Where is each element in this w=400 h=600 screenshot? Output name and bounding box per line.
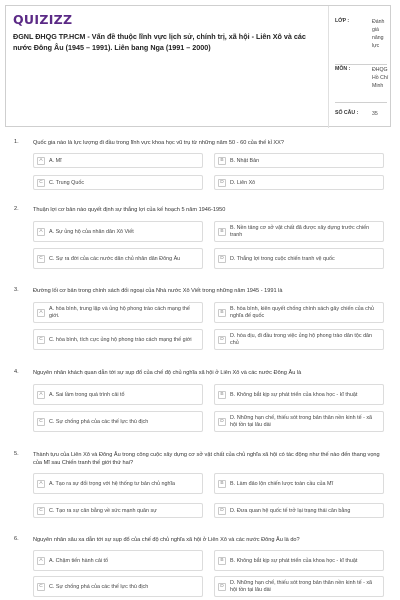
- option-letter: B: [218, 309, 226, 317]
- option-a[interactable]: [33, 153, 203, 168]
- worksheet-title: ĐGNL ĐHQG TP.HCM - Vấn đề thuộc lĩnh vực lịch sử, chính trị, xã hội - Liên Xô và các nước Đông Âu (1945 – 1991). Liên bang Nga (1991 – 2000): [13, 32, 306, 52]
- option-d[interactable]: [214, 503, 384, 518]
- question-number: 2.: [14, 206, 19, 212]
- question-number: 6.: [14, 536, 19, 542]
- option-letter: A: [37, 157, 45, 165]
- option-letter: A: [37, 309, 45, 317]
- option-b[interactable]: [214, 550, 384, 571]
- option-letter: A: [37, 480, 45, 488]
- option-text: A. Sự ủng hộ của nhân dân Xô Viết: [49, 228, 134, 235]
- option-c[interactable]: [33, 576, 203, 597]
- option-text: D. Thắng lợi trong cuộc chiến tranh vệ quốc: [230, 255, 335, 262]
- question-number: 1.: [14, 139, 19, 145]
- option-b[interactable]: [214, 473, 384, 494]
- option-text: B. Không bắt kịp sự phát triển của khoa học - kĩ thuật: [230, 557, 358, 564]
- option-text: B. Làm đảo lộn chiến lược toàn cầu của Mĩ: [230, 480, 334, 487]
- option-letter: C: [37, 507, 45, 515]
- option-text: C. Trung Quốc: [49, 179, 85, 186]
- option-letter: B: [218, 228, 226, 236]
- option-text: B. Nhật Bản: [230, 157, 260, 164]
- subject-underline: [335, 102, 387, 103]
- option-text: A. Mĩ: [49, 157, 62, 164]
- option-d[interactable]: [214, 411, 384, 432]
- question-number: 5.: [14, 451, 19, 457]
- option-c[interactable]: [33, 175, 203, 190]
- option-b[interactable]: [214, 221, 384, 242]
- question-count-value: 35: [372, 111, 378, 117]
- option-letter: A: [37, 557, 45, 565]
- option-text: A. Sai lầm trong quá trình cải tổ: [49, 391, 125, 398]
- option-letter: B: [218, 391, 226, 399]
- option-letter: D: [218, 255, 226, 263]
- option-b[interactable]: [214, 384, 384, 405]
- option-c[interactable]: [33, 329, 203, 350]
- option-a[interactable]: [33, 384, 203, 405]
- class-underline: [335, 64, 387, 65]
- option-text: D. Liên Xô: [230, 179, 256, 186]
- question-count-label: SỐ CÂU :: [335, 110, 359, 116]
- subject-label: MÔN :: [335, 66, 351, 72]
- question-text: Quốc gia nào là lực lượng đi đầu trong lĩnh vực khoa học vũ trụ từ những năm 50 - 60 của thế kỉ XX?: [33, 140, 284, 146]
- question-text: Nguyên nhân khách quan dẫn tới sự sụp đổ của chế độ chủ nghĩa xã hội ở Liên Xô và các nước Đông Âu là: [33, 370, 302, 376]
- option-text: B. Không bắt kịp sự phát triển của khoa học - kĩ thuật: [230, 391, 358, 398]
- option-c[interactable]: [33, 248, 203, 269]
- option-letter: D: [218, 418, 226, 426]
- subject-value: ĐHQG Hồ Chí Minh: [372, 67, 389, 89]
- option-letter: D: [218, 583, 226, 591]
- option-text: C. Tạo ra sự cân bằng về sức mạnh quân sự: [49, 507, 157, 514]
- option-text: B. hòa bình, kiên quyết chống chính sách gây chiến của chủ nghĩa đế quốc: [230, 306, 374, 319]
- option-text: C. hòa bình, tích cực ủng hộ phong trào cách mạng thế giới: [49, 336, 192, 343]
- option-a[interactable]: [33, 550, 203, 571]
- option-text: A. Chậm tiến hành cải tổ: [49, 557, 109, 564]
- option-text: C. Sự chống phá của các thế lực thù địch: [49, 418, 149, 425]
- class-value: Đánh giá năng lực: [372, 19, 385, 49]
- option-letter: C: [37, 255, 45, 263]
- option-letter: C: [37, 418, 45, 426]
- option-letter: C: [37, 336, 45, 344]
- option-letter: A: [37, 228, 45, 236]
- option-a[interactable]: [33, 302, 203, 323]
- question-number: 3.: [14, 287, 19, 293]
- option-letter: D: [218, 507, 226, 515]
- question-text: Thành tựu của Liên Xô và Đông Âu trong công cuộc xây dựng cơ sở vật chất của chủ nghĩa xã hội có tác động như thế nào đến thang vọng của Mĩ sau Chiến tranh thế giới thứ hai?: [33, 452, 380, 466]
- option-text: D. Những hạn chế, thiếu sót trong bản thân nền kinh tế - xã hội tồn tại lâu dài: [230, 415, 373, 428]
- option-letter: D: [218, 179, 226, 187]
- option-letter: D: [218, 336, 226, 344]
- option-letter: B: [218, 157, 226, 165]
- option-d[interactable]: [214, 175, 384, 190]
- option-c[interactable]: [33, 503, 203, 518]
- option-c[interactable]: [33, 411, 203, 432]
- header-divider: [328, 6, 329, 128]
- option-letter: A: [37, 391, 45, 399]
- class-label: LỚP :: [335, 18, 350, 24]
- option-d[interactable]: [214, 248, 384, 269]
- option-text: C. Sự chống phá của các thế lực thù địch: [49, 583, 149, 590]
- option-a[interactable]: [33, 473, 203, 494]
- quizizz-logo: QUIZIZZ: [13, 12, 73, 27]
- question-text: Đường lối cơ bản trong chính sách đối ngoại của Nhà nước Xô Viết trong những năm 1945 - 1991 là: [33, 288, 283, 294]
- option-letter: B: [218, 557, 226, 565]
- option-d[interactable]: [214, 576, 384, 597]
- option-letter: C: [37, 179, 45, 187]
- option-text: D. Những hạn chế, thiếu sót trong bản thân nền kinh tế - xã hội tồn tại lâu dài: [230, 580, 373, 593]
- option-letter: C: [37, 583, 45, 591]
- question-number: 4.: [14, 369, 19, 375]
- option-text: D. hòa dịu, đi đầu trong việc ủng hộ phong trào dân tộc dân chủ: [230, 333, 373, 346]
- option-b[interactable]: [214, 302, 384, 323]
- worksheet-header: [5, 5, 391, 127]
- option-text: A. hòa bình, trung lập và ủng hộ phong trào cách mạng thế giới.: [49, 306, 190, 319]
- option-a[interactable]: [33, 221, 203, 242]
- option-letter: B: [218, 480, 226, 488]
- option-b[interactable]: [214, 153, 384, 168]
- option-text: C. Sự ra đời của các nước dân chủ nhân dân Đông Âu: [49, 255, 181, 262]
- question-text: Thuận lợi cơ bản nào quyết định sự thắng lợi của kế hoạch 5 năm 1946-1950: [33, 207, 226, 213]
- option-d[interactable]: [214, 329, 384, 350]
- option-text: A. Tạo ra sự đối trọng với hệ thống tư bản chủ nghĩa: [49, 480, 176, 487]
- option-text: B. Nền tảng cơ sở vật chất đã được xây dựng trước chiến tranh: [230, 225, 370, 238]
- question-text: Nguyên nhân sâu xa dẫn tới sự sụp đổ của chế độ chủ nghĩa xã hội ở Liên Xô và các nước Đông Âu là do?: [33, 537, 300, 543]
- option-text: D. Đưa quan hệ quốc tế trở lại trạng thái cân bằng: [230, 507, 351, 514]
